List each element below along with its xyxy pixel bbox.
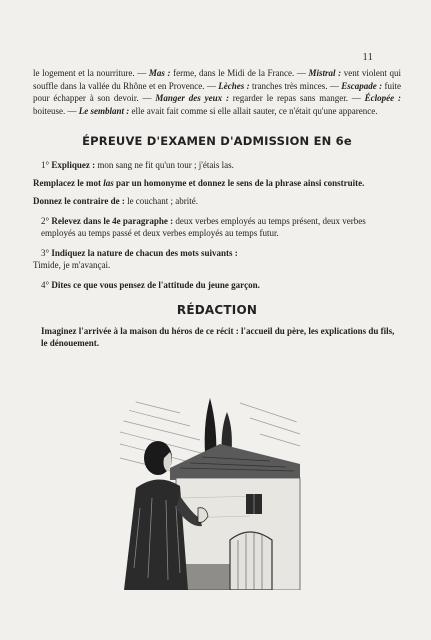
question-text: deux verbes employés au temps présent, deux verbes employés au temps passé et deux verbes employés au temps futur. (41, 216, 366, 238)
exam-title: ÉPREUVE D'EXAMEN D'ADMISSION EN 6e (82, 134, 352, 148)
question-word: las (103, 178, 114, 188)
question-number: 1° (41, 160, 52, 170)
question-label: Dites ce que vous pensez de l'attitude du jeune garçon. (51, 280, 260, 290)
glossary-definition: regarder le repas sans manger. — (228, 93, 365, 103)
question-label: Donnez le contraire de : (33, 196, 125, 206)
page-content (33, 67, 401, 355)
illustration-boy-house (110, 368, 310, 590)
glossary-definition: elle avait fait comme si elle allait sauter, ce n'était qu'une apparence. (129, 105, 378, 116)
glossary-definition: ferme, dans le Midi de la France. — (170, 68, 309, 78)
question-label: Indiquez la nature de chacun des mots suivants : (51, 248, 238, 258)
page-number: 11 (362, 51, 373, 63)
question-4 (33, 279, 401, 291)
question-text: Remplacez le mot (33, 178, 104, 188)
question-label: Expliquez : (51, 160, 96, 170)
question-3 (33, 247, 401, 259)
glossary-text: le logement et la nourriture. — (33, 68, 149, 78)
glossary-term: Le semblant : (78, 105, 130, 116)
question-text: le couchant ; abrité. (124, 196, 199, 206)
question-number: 3° (41, 248, 52, 258)
glossary-term: Manger des yeux : (155, 93, 229, 103)
door (230, 532, 272, 590)
question-1b (33, 177, 401, 189)
glossary-term: Lèches : (218, 80, 250, 91)
redaction-prompt: Imaginez l'arrivée à la maison du héros de ce récit : l'accueil du père, les explications du fils, le dénouement. (41, 326, 395, 348)
glossary-term: Mas : (148, 68, 171, 78)
question-label: Relevez dans le 4e paragraphe : (51, 216, 174, 226)
glossary-paragraph (33, 67, 401, 117)
glossary-definition: boiteuse. — (33, 105, 79, 116)
glossary-definition: tranches très minces. — (249, 80, 342, 91)
glossary-term: Mistral : (308, 68, 342, 78)
question-text: par un homonyme et donnez le sens de la phrase ainsi construite. (113, 178, 365, 188)
question-text: mon sang ne fit qu'un tour ; j'étais las. (95, 160, 234, 170)
glossary-term: Escapade : (341, 80, 383, 91)
glossary-term: Éclopée : (364, 93, 402, 103)
question-1c (33, 195, 401, 207)
illustration-scene (120, 398, 300, 590)
glossary-definition: vent violent qui souffle dans la vallée du Rhône et en Provence. — (33, 68, 401, 91)
question-2 (33, 215, 401, 239)
question-number: 4° (41, 280, 52, 290)
question-3-words: Timide, je m'avançai. (33, 260, 111, 270)
glossary-definition: fuite pour échapper à son devoir. — (33, 80, 401, 103)
question-number: 2° (41, 216, 52, 226)
question-1 (33, 159, 401, 171)
redaction-title: RÉDACTION (176, 303, 258, 317)
